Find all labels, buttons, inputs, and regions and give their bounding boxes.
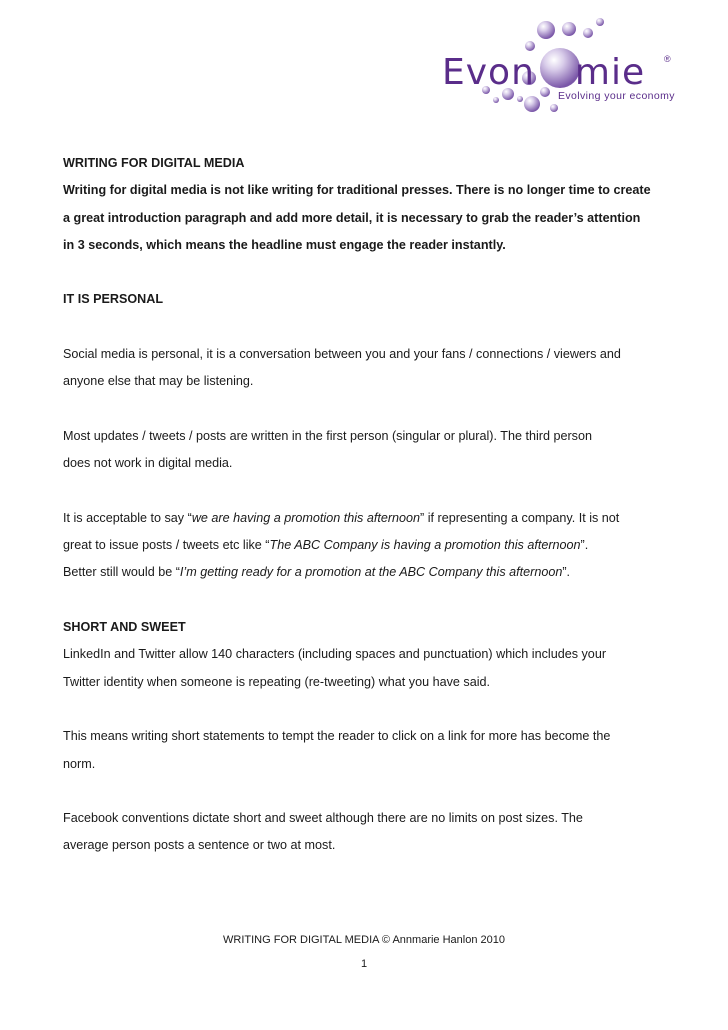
personal-p3-line-1 [63, 505, 678, 532]
registered-mark: ® [664, 54, 671, 64]
p3-l1-pre: It is acceptable to say “ [63, 510, 192, 525]
personal-p1-line-2: anyone else that may be listening. [63, 374, 254, 389]
document-title: WRITING FOR DIGITAL MEDIA [63, 156, 245, 170]
personal-p2-line-1: Most updates / tweets / posts are written in the first person (singular or plural). The third person [63, 428, 592, 443]
logo-word-left: Evon [442, 52, 535, 93]
p3-l3-quote: I’m getting ready for a promotion at the ABC Company this afternoon [179, 565, 563, 580]
short-p1-line-2: Twitter identity when someone is repeating (re-tweeting) what you have said. [63, 674, 491, 689]
p3-l1-quote: we are having a promotion this afternoon [191, 510, 421, 525]
personal-p1-line-1: Social media is personal, it is a conversation between you and your fans / connections / viewers and [63, 347, 621, 362]
logo-wordmark [442, 52, 645, 93]
heading-short-and-sweet: SHORT AND SWEET [63, 620, 186, 635]
short-p3-line-1: Facebook conventions dictate short and sweet although there are no limits on post sizes. The [63, 811, 583, 826]
intro-line-3: in 3 seconds, which means the headline must engage the reader instantly. [63, 237, 506, 252]
personal-p3-line-3 [63, 559, 678, 586]
evonomie-logo [432, 16, 692, 116]
p3-l2-quote: The ABC Company is having a promotion this afternoon [269, 538, 581, 553]
p3-l1-post: ” if representing a company. It is not [420, 510, 620, 525]
intro-line-2: a great introduction paragraph and add more detail, it is necessary to grab the reader’s attention [63, 210, 641, 225]
intro-line-1: Writing for digital media is not like writing for traditional presses. There is no longer time to create [63, 183, 651, 198]
document-body [63, 150, 678, 860]
short-p3-line-2: average person posts a sentence or two at most. [63, 838, 336, 853]
p3-l2-post: ”. [580, 538, 589, 553]
p3-l2-pre: great to issue posts / tweets etc like “ [63, 538, 270, 553]
logo-word-right: mie [574, 52, 646, 93]
personal-p2-line-2: does not work in digital media. [63, 456, 233, 471]
p3-l3-post: ”. [562, 565, 571, 580]
p3-l3-pre: Better still would be “ [63, 565, 180, 580]
short-p2-line-2: norm. [63, 756, 96, 771]
personal-p3-line-2 [63, 532, 678, 559]
short-p1-line-1: LinkedIn and Twitter allow 140 characters (including spaces and punctuation) which includes your [63, 647, 607, 662]
page-number: 1 [360, 958, 368, 970]
heading-it-is-personal: IT IS PERSONAL [63, 292, 164, 307]
logo-tagline: Evolving your economy [558, 90, 675, 102]
short-p2-line-1: This means writing short statements to tempt the reader to click on a link for more has become the [63, 729, 611, 744]
footer-copyright: WRITING FOR DIGITAL MEDIA © Annmarie Hanlon 2010 [223, 934, 505, 946]
